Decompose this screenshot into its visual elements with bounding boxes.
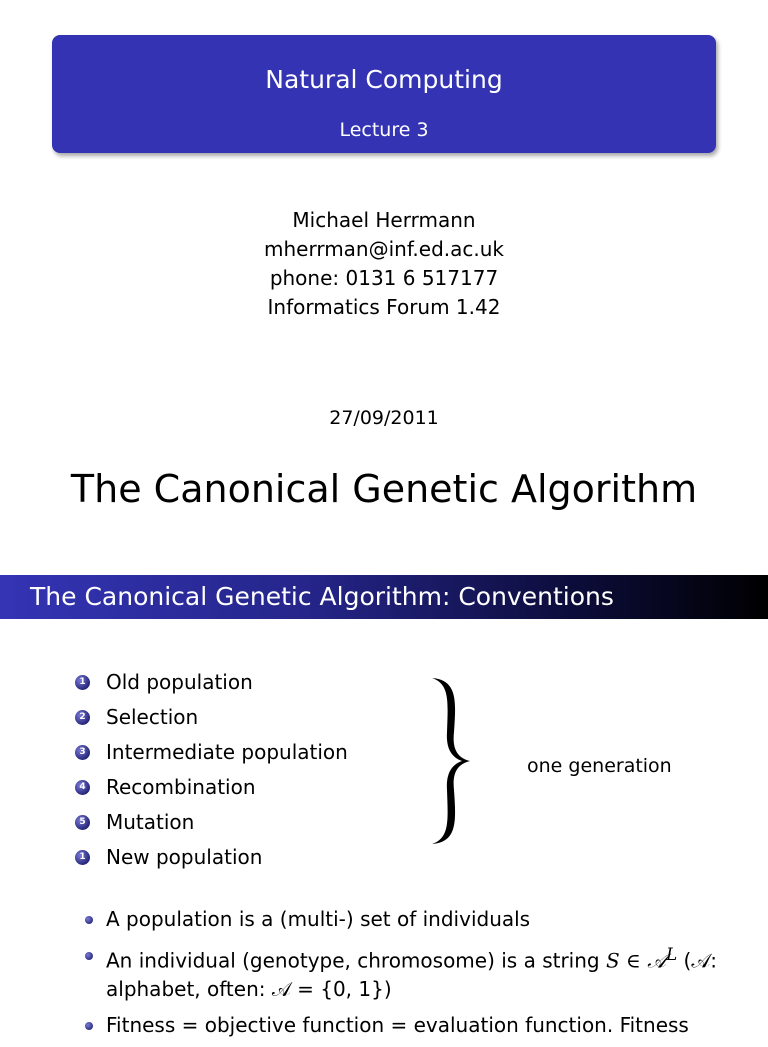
list-item	[85, 905, 755, 933]
author-phone: phone: 0131 6 517177	[269, 266, 499, 290]
author-name: Michael Herrmann	[292, 208, 476, 232]
brace-label: one generation	[527, 755, 672, 777]
math-superscript: L	[666, 945, 678, 964]
lecture-title: The Canonical Genetic Algorithm	[70, 467, 698, 511]
list-item-label: Intermediate population	[106, 740, 348, 764]
enum-number-icon: 1	[75, 675, 90, 690]
right-brace-icon	[418, 672, 478, 850]
course-title: Natural Computing	[265, 65, 503, 94]
list-item-label: Mutation	[106, 810, 195, 834]
author-email: mherrman@inf.ed.ac.uk	[263, 237, 505, 261]
enum-number-icon: 5	[75, 815, 90, 830]
list-item-label: New population	[106, 845, 263, 869]
bullet-text-cont: (𝒜: alphabet, often: 𝒜 = {0, 1})	[106, 948, 718, 1001]
enum-number-icon: 1	[75, 850, 90, 865]
bullet-icon	[85, 952, 93, 960]
enum-number-icon: 4	[75, 780, 90, 795]
lecture-date: 27/09/2011	[329, 407, 439, 429]
frame-title: The Canonical Genetic Algorithm: Conventions	[30, 582, 614, 611]
lecture-number: Lecture 3	[339, 119, 429, 141]
bullet-icon	[85, 916, 93, 924]
math-expression: S ∈ 𝒜	[605, 948, 667, 973]
bullet-text: An individual (genotype, chromosome) is a string	[106, 948, 606, 973]
title-box	[52, 35, 716, 153]
enum-number-icon: 2	[75, 710, 90, 725]
bullet-list	[85, 905, 755, 1047]
bullet-text: Fitness = objective function = evaluation function. Fitness	[106, 1012, 689, 1037]
list-item-label: Recombination	[106, 775, 256, 799]
author-block	[0, 206, 768, 322]
list-item	[85, 941, 755, 1003]
frame-title-bar	[0, 575, 768, 619]
bullet-icon	[85, 1022, 93, 1030]
list-item-label: Selection	[106, 705, 199, 729]
enum-number-icon: 3	[75, 745, 90, 760]
bullet-text: A population is a (multi-) set of individuals	[106, 907, 531, 931]
list-item-label: Old population	[106, 670, 253, 694]
author-office: Informatics Forum 1.42	[267, 295, 501, 319]
list-item	[85, 1011, 755, 1039]
